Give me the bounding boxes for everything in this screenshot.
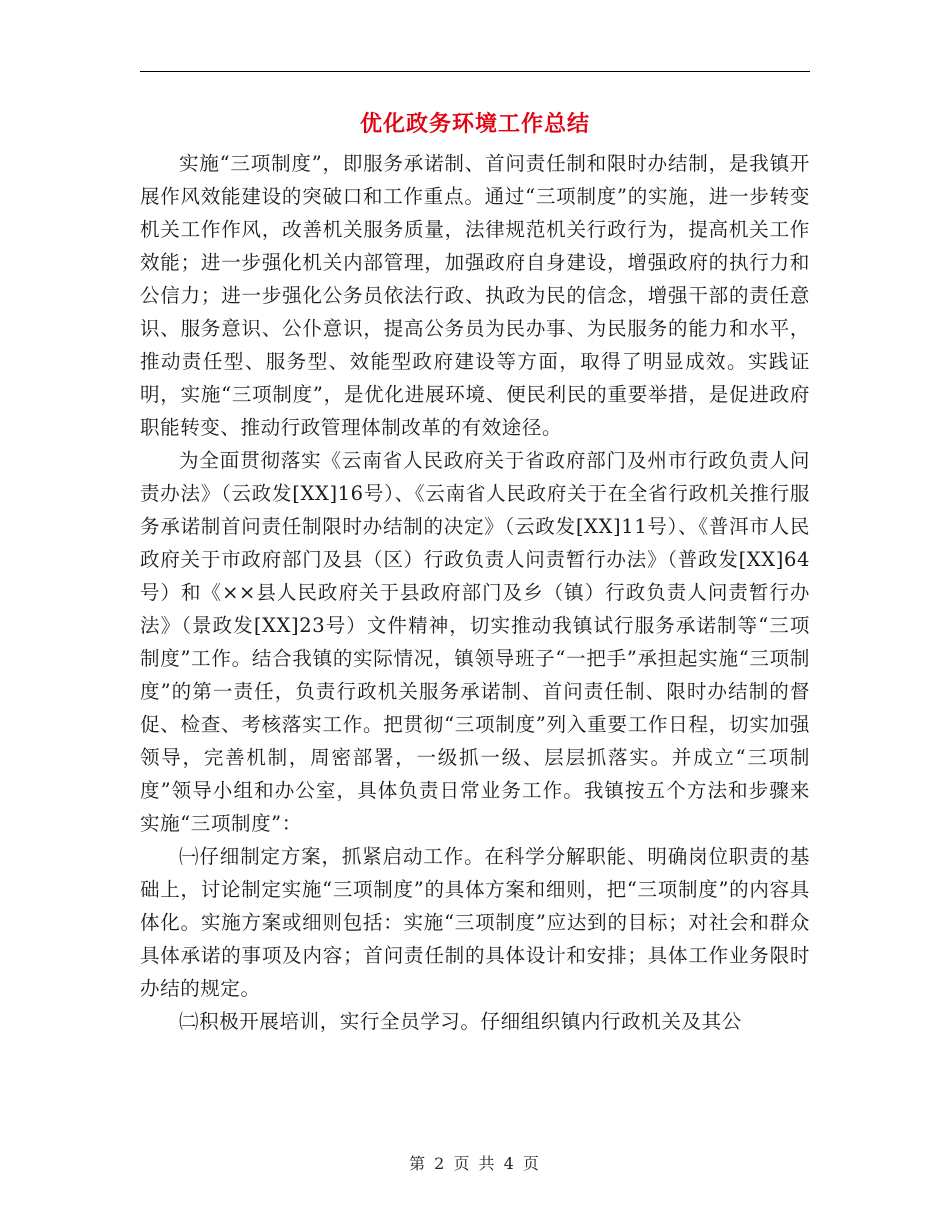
paragraph-step-one: ㈠仔细制定方案，抓紧启动工作。在科学分解职能、明确岗位职责的基础上，讨论制定实施“三项制度”的具体方案和细则，把“三项制度”的内容具体化。实施方案或细则包括：实施“三项制度”应达到的目标；对社会和群众具体承诺的事项及内容；首问责任制的具体设计和安排；具体工作业务限时办结的规定。 [140, 845, 810, 1000]
header-rule [140, 71, 810, 72]
document-title: 优化政务环境工作总结 [359, 111, 590, 137]
page-number: 第 2 页 共 4 页 [409, 1154, 541, 1173]
document-body [140, 147, 810, 1038]
paragraph-implementation: 为全面贯彻落实《云南省人民政府关于省政府部门及州市行政负责人问责办法》（云政发[XX]16号）、《云南省人民政府关于在全省行政机关推行服务承诺制首问责任制限时办结制的决定》（云政发[XX]11号）、《普洱市人民政府关于市政府部门及县（区）行政负责人问责暂行办法》（普政发[XX]64号）和《××县人民政府关于县政府部门及乡（镇）行政负责人问责暂行办法》（景政发[XX]23号）文件精神，切实推动我镇试行服务承诺制等“三项制度”工作。结合我镇的实际情况，镇领导班子“一把手”承担起实施“三项制度”的第一责任，负责行政机关服务承诺制、首问责任制、限时办结制的督促、检查、考核落实工作。把贯彻“三项制度”列入重要工作日程，切实加强领导，完善机制，周密部署，一级抓一级、层层抓落实。并成立“三项制度”领导小组和办公室，具体负责日常业务工作。我镇按五个方法和步骤来实施“三项制度”： [140, 449, 810, 835]
paragraph-step-two: ㈡积极开展培训，实行全员学习。仔细组织镇内行政机关及其公 [179, 1010, 742, 1033]
paragraph-intro: 实施“三项制度”，即服务承诺制、首问责任制和限时办结制，是我镇开展作风效能建设的突破口和工作重点。通过“三项制度”的实施，进一步转变机关工作作风，改善机关服务质量，法律规范机关行政行为，提高机关工作效能；进一步强化机关内部管理，加强政府自身建设，增强政府的执行力和公信力；进一步强化公务员依法行政、执政为民的信念，增强干部的责任意识、服务意识、公仆意识，提高公务员为民办事、为民服务的能力和水平，推动责任型、服务型、效能型政府建设等方面，取得了明显成效。实践证明，实施“三项制度”，是优化进展环境、便民利民的重要举措，是促进政府职能转变、推动行政管理体制改革的有效途径。 [140, 152, 810, 439]
